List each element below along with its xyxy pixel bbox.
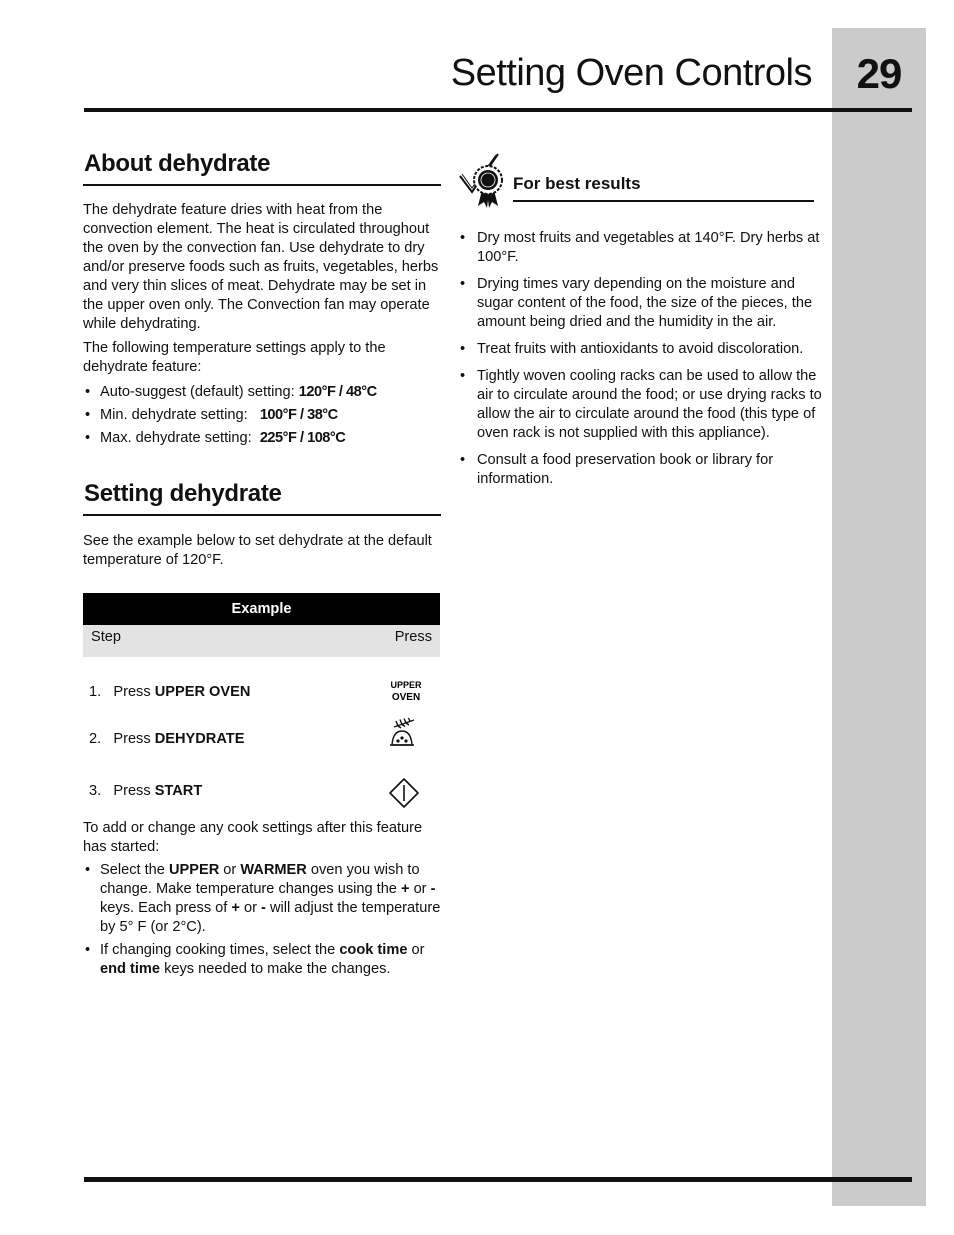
settings-list — [83, 383, 445, 448]
upper-oven-key-icon — [383, 678, 429, 710]
page-sidebar — [832, 28, 926, 1206]
upper-oven-icon-label: OVEN — [391, 692, 421, 703]
tips-rule — [513, 200, 814, 202]
list-item: • Dry most fruits and vegetables at 140°F. Dry herbs at 100°F. — [458, 229, 826, 267]
list-item: • Drying times vary depending on the moisture and sugar content of the food, the size of the pieces, the amount being dried and the humidity in the air. — [458, 275, 826, 332]
tips-header — [458, 152, 826, 204]
list-item: • Max. dehydrate setting: 225°F / 108°C — [83, 429, 445, 448]
about-dehydrate-heading: About dehydrate — [83, 150, 441, 186]
after-intro: To add or change any cook settings after this feature has started: — [83, 820, 423, 855]
dehydrate-key-icon — [388, 717, 420, 753]
header-rule — [84, 108, 912, 112]
list-item: • Treat fruits with antioxidants to avoid discoloration. — [458, 340, 826, 359]
tips-title: For best results — [513, 174, 641, 193]
example-steps — [83, 657, 445, 817]
after-list — [83, 861, 445, 979]
example-table-title: Example — [83, 593, 440, 625]
settings-intro: The following temperature settings apply to the dehydrate feature: — [83, 340, 386, 375]
step-column-header: Step — [83, 625, 248, 657]
left-column — [83, 150, 445, 979]
list-item: • Min. dehydrate setting: 100°F / 38°C — [83, 406, 445, 425]
about-intro: The dehydrate feature dries with heat from the convection element. The heat is circulated throughout the oven by the convection fan. Use dehydrate to dry and/or preserve foods such as fruits, vegetables, herbs and very thin slices of meat. Dehydrate may be set in the upper oven only. The Convection fan may operate while dehydrating. — [83, 202, 439, 332]
list-item: • Tightly woven cooling racks can be used to allow the air to circulate around the food; or use drying racks to allow the air to circulate around the food (this type of oven rack is not supplied with this appliance). — [458, 367, 826, 443]
step-upper-oven: 1. Press UPPER OVEN — [89, 684, 251, 700]
setting-dehydrate-heading: Setting dehydrate — [83, 480, 441, 516]
right-column — [458, 152, 826, 497]
start-key-icon — [388, 777, 420, 815]
tips-list — [458, 229, 826, 489]
setting-intro: See the example below to set dehydrate at the default temperature of 120°F. — [83, 533, 432, 568]
page-number: 29 — [856, 50, 902, 97]
press-column-header: Press — [248, 625, 440, 657]
footer-rule — [84, 1177, 912, 1182]
step-dehydrate: 2. Press DEHYDRATE — [89, 731, 245, 747]
example-table — [83, 593, 440, 657]
list-item: • Select the UPPER or WARMER oven you wish to change. Make temperature changes using the + or - keys. Each press of + or - will adjust the temperature by 5° F (or 2°C). — [83, 861, 445, 937]
award-ribbon-checkmark-icon — [458, 152, 508, 210]
list-item: • If changing cooking times, select the cook time or end time keys needed to make the changes. — [83, 941, 445, 979]
page-title: Setting Oven Controls — [450, 52, 812, 94]
list-item: • Auto-suggest (default) setting: 120°F / 48°C — [83, 383, 445, 402]
upper-oven-icon-label: UPPER — [390, 680, 422, 690]
list-item: • Consult a food preservation book or library for information. — [458, 451, 826, 489]
step-start: 3. Press START — [89, 783, 203, 799]
